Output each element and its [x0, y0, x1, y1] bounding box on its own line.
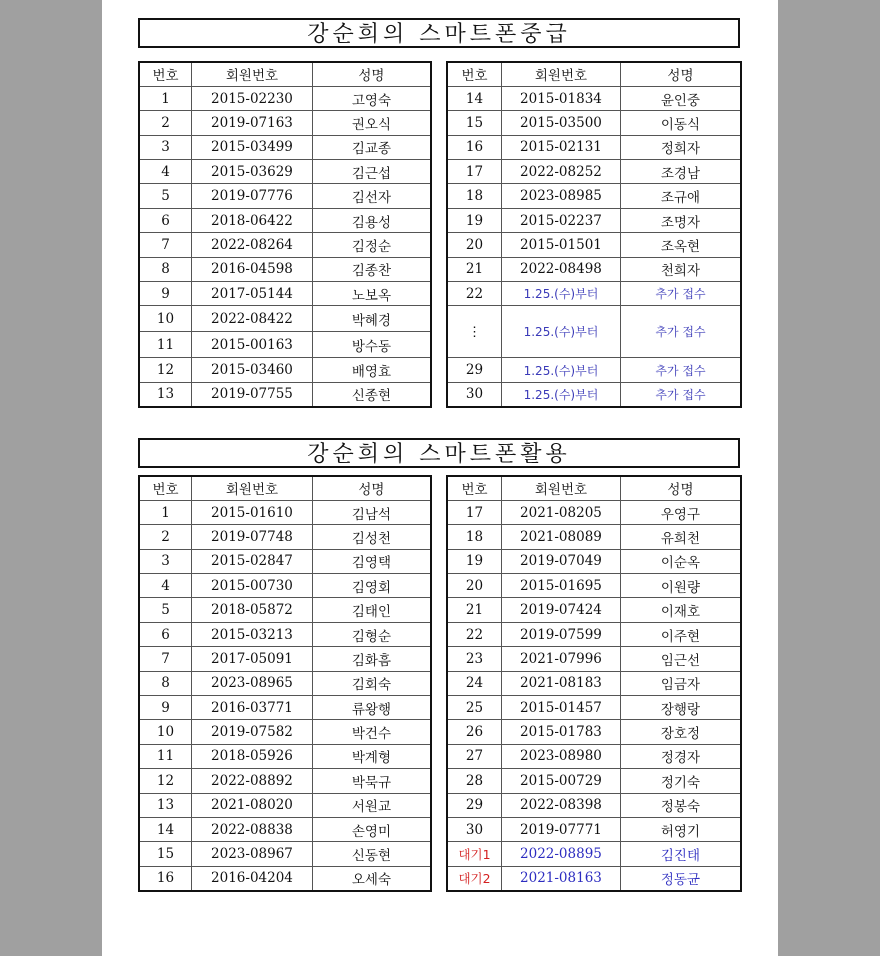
- member-id: 2015-01834: [502, 86, 621, 110]
- member-name: 이원량: [620, 574, 741, 598]
- member-name: 신종현: [312, 382, 431, 406]
- member-id: 2021-08183: [502, 671, 621, 695]
- row-number: 6: [139, 208, 192, 232]
- row-number: 10: [139, 306, 192, 332]
- member-name: 권오식: [312, 111, 431, 135]
- row-number: 30: [447, 382, 502, 406]
- table-row: [139, 817, 431, 841]
- table-row: [139, 135, 431, 159]
- member-name: 추가 접수: [620, 382, 741, 406]
- member-id: 2016-03771: [192, 696, 313, 720]
- member-id: 2015-02230: [192, 86, 313, 110]
- table-row: [139, 769, 431, 793]
- class1-right-table: [446, 61, 742, 408]
- table-row: [139, 647, 431, 671]
- member-id: 2019-07424: [502, 598, 621, 622]
- member-id: 2015-03499: [192, 135, 313, 159]
- row-number: 7: [139, 233, 192, 257]
- member-id: 2019-07748: [192, 525, 313, 549]
- table-row: [139, 500, 431, 524]
- table-row: [447, 696, 741, 720]
- table-row: [447, 647, 741, 671]
- table-row: [447, 598, 741, 622]
- member-id: 2015-02237: [502, 208, 621, 232]
- table-row: [447, 257, 741, 281]
- member-name: 허영기: [620, 817, 741, 841]
- member-id: 2022-08892: [192, 769, 313, 793]
- member-id: 2019-07049: [502, 549, 621, 573]
- row-number: 12: [139, 358, 192, 382]
- row-number: 21: [447, 257, 502, 281]
- member-id: 2021-08020: [192, 793, 313, 817]
- member-id: 2022-08895: [502, 842, 621, 866]
- row-number: ⋮: [447, 306, 502, 358]
- member-id: 2015-03460: [192, 358, 313, 382]
- member-id: 2015-02131: [502, 135, 621, 159]
- table-row: [447, 358, 741, 382]
- member-name: 유희천: [620, 525, 741, 549]
- row-number: 22: [447, 622, 502, 646]
- table-row: [139, 525, 431, 549]
- table-row: [447, 720, 741, 744]
- table-row: [447, 866, 741, 890]
- member-name: 추가 접수: [620, 306, 741, 358]
- member-id: 2019-07582: [192, 720, 313, 744]
- table-row: [139, 842, 431, 866]
- member-name: 이순옥: [620, 549, 741, 573]
- member-id: 2022-08498: [502, 257, 621, 281]
- table-row: [447, 282, 741, 306]
- row-number: 15: [447, 111, 502, 135]
- member-id: 1.25.(수)부터: [502, 282, 621, 306]
- row-number: 24: [447, 671, 502, 695]
- row-number: 5: [139, 598, 192, 622]
- row-number: 1: [139, 500, 192, 524]
- table-row: [139, 358, 431, 382]
- row-number: 9: [139, 696, 192, 720]
- member-name: 노보옥: [312, 282, 431, 306]
- member-id: 2022-08422: [192, 306, 313, 332]
- member-name: 김태인: [312, 598, 431, 622]
- header-member-id: 회원번호: [502, 62, 621, 86]
- row-number: 20: [447, 574, 502, 598]
- row-number: 27: [447, 744, 502, 768]
- row-number: 11: [139, 744, 192, 768]
- member-id: 2015-01610: [192, 500, 313, 524]
- row-number: 25: [447, 696, 502, 720]
- header-no: 번호: [447, 476, 502, 500]
- member-id: 2018-05872: [192, 598, 313, 622]
- table-row: [139, 793, 431, 817]
- table-row: [139, 257, 431, 281]
- header-row: [447, 62, 741, 86]
- row-number: 19: [447, 208, 502, 232]
- table-row: [447, 842, 741, 866]
- table-row: [139, 184, 431, 208]
- member-id: 2019-07163: [192, 111, 313, 135]
- member-name: 김형순: [312, 622, 431, 646]
- member-name: 김화흠: [312, 647, 431, 671]
- member-id: 2015-03629: [192, 160, 313, 184]
- member-name: 추가 접수: [620, 358, 741, 382]
- member-id: 2018-05926: [192, 744, 313, 768]
- header-member-id: 회원번호: [502, 476, 621, 500]
- row-number: 10: [139, 720, 192, 744]
- table-row: [139, 574, 431, 598]
- member-name: 박혜경: [312, 306, 431, 332]
- row-number: 8: [139, 257, 192, 281]
- row-number: 14: [447, 86, 502, 110]
- member-id: 2021-08205: [502, 500, 621, 524]
- table-row: [447, 793, 741, 817]
- member-id: 1.25.(수)부터: [502, 358, 621, 382]
- header-row: [447, 476, 741, 500]
- class1-left-table: [138, 61, 432, 408]
- member-id: 2016-04598: [192, 257, 313, 281]
- member-id: 2019-07776: [192, 184, 313, 208]
- header-no: 번호: [139, 62, 192, 86]
- member-name: 김성천: [312, 525, 431, 549]
- member-id: 2019-07771: [502, 817, 621, 841]
- member-id: 1.25.(수)부터: [502, 382, 621, 406]
- member-name: 김영회: [312, 574, 431, 598]
- header-no: 번호: [139, 476, 192, 500]
- member-id: 2018-06422: [192, 208, 313, 232]
- row-number: 5: [139, 184, 192, 208]
- table-row: [447, 622, 741, 646]
- header-name: 성명: [312, 62, 431, 86]
- member-name: 정희자: [620, 135, 741, 159]
- header-name: 성명: [312, 476, 431, 500]
- table-row: [139, 160, 431, 184]
- row-number: 14: [139, 817, 192, 841]
- row-number: 4: [139, 574, 192, 598]
- row-number: 23: [447, 647, 502, 671]
- member-name: 정기숙: [620, 769, 741, 793]
- member-id: 2015-03500: [502, 111, 621, 135]
- row-number: 8: [139, 671, 192, 695]
- class2-title: 강순희의 스마트폰활용: [138, 438, 740, 468]
- member-id: 2022-08838: [192, 817, 313, 841]
- member-id: 2022-08398: [502, 793, 621, 817]
- table-row: [139, 671, 431, 695]
- member-name: 이동식: [620, 111, 741, 135]
- table-row: [139, 306, 431, 332]
- header-no: 번호: [447, 62, 502, 86]
- member-id: 2015-01501: [502, 233, 621, 257]
- member-name: 김교종: [312, 135, 431, 159]
- table-row: [447, 160, 741, 184]
- table-row: [447, 184, 741, 208]
- member-name: 추가 접수: [620, 282, 741, 306]
- row-number: 7: [139, 647, 192, 671]
- member-name: 조명자: [620, 208, 741, 232]
- member-name: 장호정: [620, 720, 741, 744]
- header-row: [139, 62, 431, 86]
- row-number: 20: [447, 233, 502, 257]
- row-number: 6: [139, 622, 192, 646]
- class2-left-table: [138, 475, 432, 892]
- member-name: 김회숙: [312, 671, 431, 695]
- member-name: 천희자: [620, 257, 741, 281]
- member-name: 김진태: [620, 842, 741, 866]
- row-number: 대기2: [447, 866, 502, 890]
- row-number: 13: [139, 382, 192, 406]
- member-name: 김선자: [312, 184, 431, 208]
- class2-right-table: [446, 475, 742, 892]
- row-number: 2: [139, 111, 192, 135]
- table-row: [447, 500, 741, 524]
- table-row: [139, 866, 431, 890]
- member-id: 2021-08163: [502, 866, 621, 890]
- row-number: 3: [139, 135, 192, 159]
- table-row: [447, 208, 741, 232]
- table-row: [447, 671, 741, 695]
- member-name: 임근선: [620, 647, 741, 671]
- member-name: 류왕행: [312, 696, 431, 720]
- table-row: [447, 111, 741, 135]
- table-row: [139, 111, 431, 135]
- member-id: 1.25.(수)부터: [502, 306, 621, 358]
- row-number: 26: [447, 720, 502, 744]
- member-id: 2021-08089: [502, 525, 621, 549]
- member-name: 배영효: [312, 358, 431, 382]
- member-name: 박묵규: [312, 769, 431, 793]
- row-number: 16: [447, 135, 502, 159]
- member-name: 김종찬: [312, 257, 431, 281]
- table-row: [139, 622, 431, 646]
- header-name: 성명: [620, 62, 741, 86]
- member-id: 2023-08965: [192, 671, 313, 695]
- member-name: 이주현: [620, 622, 741, 646]
- table-row: [447, 86, 741, 110]
- row-number: 17: [447, 500, 502, 524]
- member-name: 김용성: [312, 208, 431, 232]
- member-name: 윤인중: [620, 86, 741, 110]
- member-name: 김남석: [312, 500, 431, 524]
- table-row: [447, 233, 741, 257]
- row-number: 18: [447, 525, 502, 549]
- table-row: [139, 598, 431, 622]
- row-number: 11: [139, 332, 192, 358]
- member-name: 박건수: [312, 720, 431, 744]
- row-number: 대기1: [447, 842, 502, 866]
- member-id: 2023-08985: [502, 184, 621, 208]
- member-name: 장행랑: [620, 696, 741, 720]
- member-name: 오세숙: [312, 866, 431, 890]
- table-row: [139, 208, 431, 232]
- member-id: 2015-01695: [502, 574, 621, 598]
- row-number: 12: [139, 769, 192, 793]
- row-number: 28: [447, 769, 502, 793]
- member-id: 2015-00163: [192, 332, 313, 358]
- table-row: [139, 382, 431, 406]
- member-id: 2015-00729: [502, 769, 621, 793]
- member-name: 고영숙: [312, 86, 431, 110]
- member-name: 임금자: [620, 671, 741, 695]
- table-row: [447, 549, 741, 573]
- table-row: [447, 382, 741, 406]
- member-name: 신동현: [312, 842, 431, 866]
- member-name: 손영미: [312, 817, 431, 841]
- table-row: [447, 525, 741, 549]
- table-row: [139, 282, 431, 306]
- header-member-id: 회원번호: [192, 476, 313, 500]
- member-name: 조경남: [620, 160, 741, 184]
- row-number: 4: [139, 160, 192, 184]
- document-page: [102, 0, 778, 956]
- header-name: 성명: [620, 476, 741, 500]
- table-row: [139, 549, 431, 573]
- row-number: 17: [447, 160, 502, 184]
- member-name: 조옥현: [620, 233, 741, 257]
- row-number: 19: [447, 549, 502, 573]
- member-id: 2015-01457: [502, 696, 621, 720]
- table-row: [139, 332, 431, 358]
- table-row: [447, 574, 741, 598]
- member-id: 2017-05144: [192, 282, 313, 306]
- member-id: 2019-07599: [502, 622, 621, 646]
- row-number: 1: [139, 86, 192, 110]
- member-name: 우영구: [620, 500, 741, 524]
- table-row: [447, 769, 741, 793]
- header-member-id: 회원번호: [192, 62, 313, 86]
- member-id: 2019-07755: [192, 382, 313, 406]
- row-number: 22: [447, 282, 502, 306]
- member-name: 정경자: [620, 744, 741, 768]
- row-number: 9: [139, 282, 192, 306]
- table-row: [139, 696, 431, 720]
- row-number: 29: [447, 358, 502, 382]
- member-id: 2022-08264: [192, 233, 313, 257]
- member-id: 2023-08967: [192, 842, 313, 866]
- row-number: 21: [447, 598, 502, 622]
- table-row: [139, 720, 431, 744]
- member-name: 조규애: [620, 184, 741, 208]
- header-row: [139, 476, 431, 500]
- row-number: 13: [139, 793, 192, 817]
- table-row: [139, 233, 431, 257]
- member-id: 2022-08252: [502, 160, 621, 184]
- member-id: 2023-08980: [502, 744, 621, 768]
- member-id: 2015-03213: [192, 622, 313, 646]
- member-name: 정동균: [620, 866, 741, 890]
- table-row: [447, 306, 741, 358]
- table-row: [447, 744, 741, 768]
- table-row: [139, 744, 431, 768]
- member-id: 2021-07996: [502, 647, 621, 671]
- member-id: 2017-05091: [192, 647, 313, 671]
- row-number: 2: [139, 525, 192, 549]
- row-number: 16: [139, 866, 192, 890]
- member-name: 서원교: [312, 793, 431, 817]
- member-name: 김정순: [312, 233, 431, 257]
- member-id: 2015-01783: [502, 720, 621, 744]
- member-name: 방수동: [312, 332, 431, 358]
- member-name: 김영택: [312, 549, 431, 573]
- member-id: 2015-00730: [192, 574, 313, 598]
- row-number: 3: [139, 549, 192, 573]
- table-row: [447, 135, 741, 159]
- member-name: 정봉숙: [620, 793, 741, 817]
- table-row: [139, 86, 431, 110]
- member-id: 2016-04204: [192, 866, 313, 890]
- row-number: 29: [447, 793, 502, 817]
- member-name: 김근섭: [312, 160, 431, 184]
- member-name: 이재호: [620, 598, 741, 622]
- row-number: 15: [139, 842, 192, 866]
- table-row: [447, 817, 741, 841]
- member-name: 박계형: [312, 744, 431, 768]
- class1-title: 강순희의 스마트폰중급: [138, 18, 740, 48]
- row-number: 30: [447, 817, 502, 841]
- member-id: 2015-02847: [192, 549, 313, 573]
- row-number: 18: [447, 184, 502, 208]
